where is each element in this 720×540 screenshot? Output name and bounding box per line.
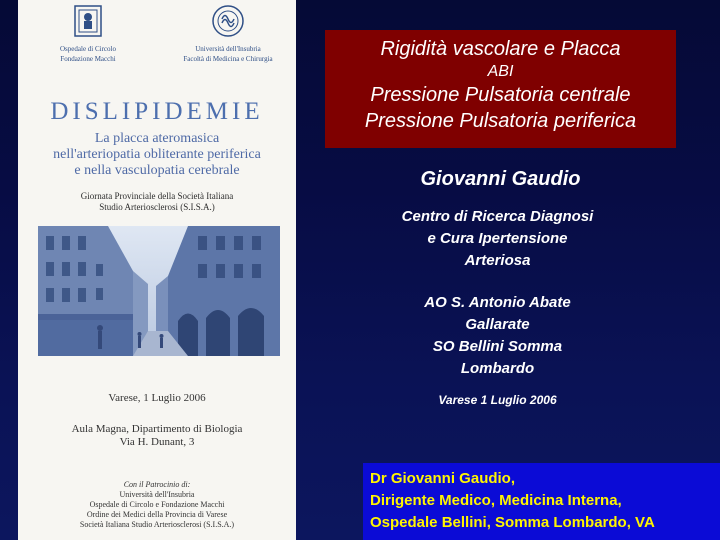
university-logo	[168, 4, 288, 63]
affiliation-line: e Cura Ipertensione	[427, 230, 568, 247]
brochure-giornata	[18, 191, 296, 213]
giornata-line: Giornata Provinciale della Società Italiana	[80, 191, 234, 201]
venue-line: Via H. Dunant, 3	[119, 436, 195, 448]
speaker-line: Dr Giovanni Gaudio,	[370, 470, 516, 487]
hospital-line: Lombardo	[460, 360, 535, 377]
hospital-line: SO Bellini Somma	[432, 338, 563, 355]
brochure-venue	[18, 423, 296, 449]
affiliation-line: Centro di Ricerca Diagnosi	[401, 208, 594, 225]
speaker-info-box	[363, 463, 720, 540]
brochure-title: DISLIPIDEMIE	[50, 98, 264, 125]
title-line-2: ABI	[487, 63, 514, 80]
hospital-logo	[38, 4, 138, 63]
brochure-logos	[18, 0, 296, 64]
affiliation-line: Arteriosa	[464, 252, 531, 269]
brochure-patronage	[18, 480, 296, 530]
title-line-3: Pressione Pulsatoria centrale	[370, 84, 631, 106]
patronage-line: Società Italiana Studio Arteriosclerosi (S.I.S.A.)	[79, 520, 235, 529]
street-photo	[38, 226, 280, 356]
university-caption-1: Università dell'Insubria	[195, 45, 261, 53]
slide-title-box	[325, 30, 676, 148]
street-scene-illustration	[38, 226, 280, 356]
patronage-heading: Con il Patrocinio di:	[123, 480, 191, 489]
affiliation-centre	[345, 206, 650, 272]
university-caption-2: Facoltà di Medicina e Chirurgia	[183, 55, 273, 63]
university-seal-icon	[211, 4, 245, 38]
patronage-line: Ordine dei Medici della Provincia di Varese	[86, 510, 228, 519]
title-line-4: Pressione Pulsatoria periferica	[364, 110, 637, 132]
brochure-date: Varese, 1 Luglio 2006	[108, 392, 206, 404]
giornata-line: Studio Arteriosclerosi (S.I.S.A.)	[99, 202, 215, 212]
hospital-caption-1: Ospedale di Circolo	[60, 45, 116, 53]
patronage-line: Università dell'Insubria	[119, 490, 195, 499]
title-line-1: Rigidità vascolare e Placca	[380, 38, 621, 60]
patronage-line: Ospedale di Circolo e Fondazione Macchi	[89, 500, 225, 509]
brochure-subtitle-line: nell'arteriopatia obliterante periferica	[53, 147, 261, 162]
venue-line: Aula Magna, Dipartimento di Biologia	[71, 423, 243, 435]
hospital-caption-2: Fondazione Macchi	[60, 55, 116, 63]
affiliation-hospital	[345, 292, 650, 380]
brochure-subtitle-line: La placca ateromasica	[94, 131, 220, 146]
presentation-date: Varese 1 Luglio 2006	[438, 393, 557, 407]
speaker-line: Ospedale Bellini, Somma Lombardo, VA	[370, 514, 655, 531]
brochure-cover	[18, 0, 296, 540]
hospital-line: Gallarate	[465, 316, 530, 333]
hospital-crest-icon	[73, 4, 103, 38]
brochure-subtitle	[18, 131, 296, 179]
hospital-line: AO S. Antonio Abate	[424, 294, 571, 311]
brochure-subtitle-line: e nella vasculopatia cerebrale	[74, 163, 240, 178]
speaker-line: Dirigente Medico, Medicina Interna,	[370, 492, 622, 509]
author-name: Giovanni Gaudio	[420, 168, 581, 190]
